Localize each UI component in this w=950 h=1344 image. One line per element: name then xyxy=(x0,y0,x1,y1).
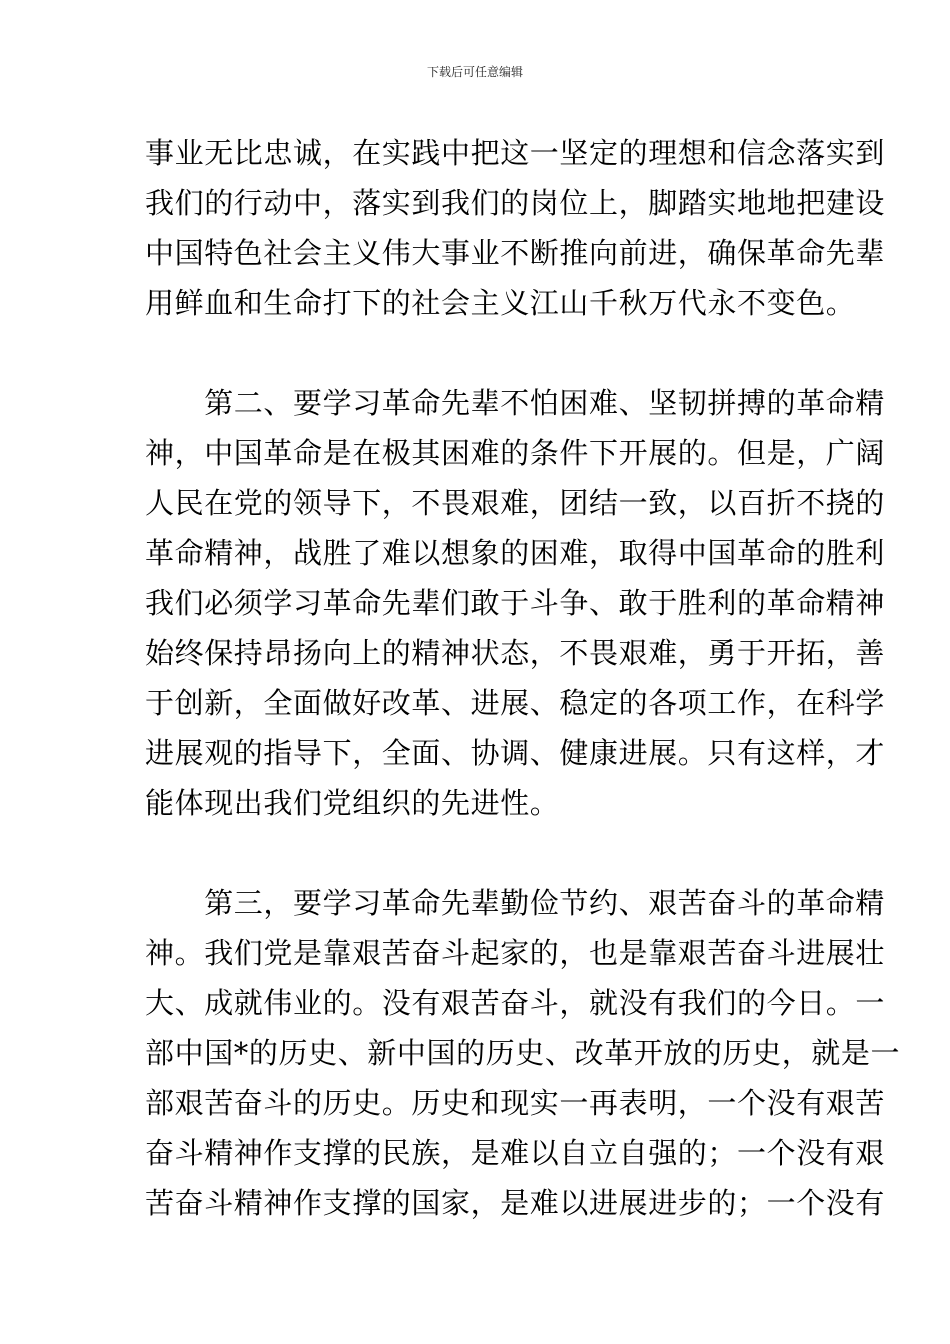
text-line: 人民在党的领导下，不畏艰难，团结一致，以百折不挠的 xyxy=(145,486,886,520)
text-line: 中国特色社会主义伟大事业不断推向前进，确保革命先辈 xyxy=(145,236,886,270)
text-line: 能体现出我们党组织的先进性。 xyxy=(145,786,560,820)
text-line: 进展观的指导下，全面、协调、健康进展。只有这样，才 xyxy=(145,736,886,770)
text-line: 神。我们党是靠艰苦奋斗起家的，也是靠艰苦奋斗进展壮 xyxy=(145,936,886,970)
page-header: 下载后可任意编辑 xyxy=(426,65,523,79)
paragraph-spacer xyxy=(145,828,825,878)
document-body xyxy=(145,128,901,1228)
text-line: 始终保持昂扬向上的精神状态，不畏艰难，勇于开拓，善 xyxy=(145,636,886,670)
paragraph-2 xyxy=(145,378,886,828)
text-line: 神，中国革命是在极其困难的条件下开展的。但是，广阔 xyxy=(145,436,886,470)
text-line: 部中国*的历史、新中国的历史、改革开放的历史，就是一 xyxy=(145,1036,901,1070)
text-line: 部艰苦奋斗的历史。历史和现实一再表明，一个没有艰苦 xyxy=(145,1086,886,1120)
paragraph-3 xyxy=(145,878,901,1228)
text-line: 苦奋斗精神作支撑的国家，是难以进展进步的；一个没有 xyxy=(145,1186,886,1220)
paragraph-spacer xyxy=(145,328,825,378)
paragraph-1 xyxy=(145,128,886,328)
text-line: 事业无比忠诚，在实践中把这一坚定的理想和信念落实到 xyxy=(145,136,886,170)
text-line: 大、成就伟业的。没有艰苦奋斗，就没有我们的今日。一 xyxy=(145,986,886,1020)
text-line: 革命精神，战胜了难以想象的困难，取得中国革命的胜利 xyxy=(145,536,886,570)
text-line: 第三，要学习革命先辈勤俭节约、艰苦奋斗的革命精 xyxy=(145,886,886,920)
text-line: 我们必须学习革命先辈们敢于斗争、敢于胜利的革命精神 xyxy=(145,586,886,620)
text-line: 用鲜血和生命打下的社会主义江山千秋万代永不变色。 xyxy=(145,286,856,320)
text-line: 奋斗精神作支撑的民族，是难以自立自强的；一个没有艰 xyxy=(145,1136,886,1170)
text-line: 于创新，全面做好改革、进展、稳定的各项工作，在科学 xyxy=(145,686,886,720)
text-line: 第二、要学习革命先辈不怕困难、坚韧拼搏的革命精 xyxy=(145,386,886,420)
text-line: 我们的行动中，落实到我们的岗位上，脚踏实地地把建设 xyxy=(145,186,886,220)
